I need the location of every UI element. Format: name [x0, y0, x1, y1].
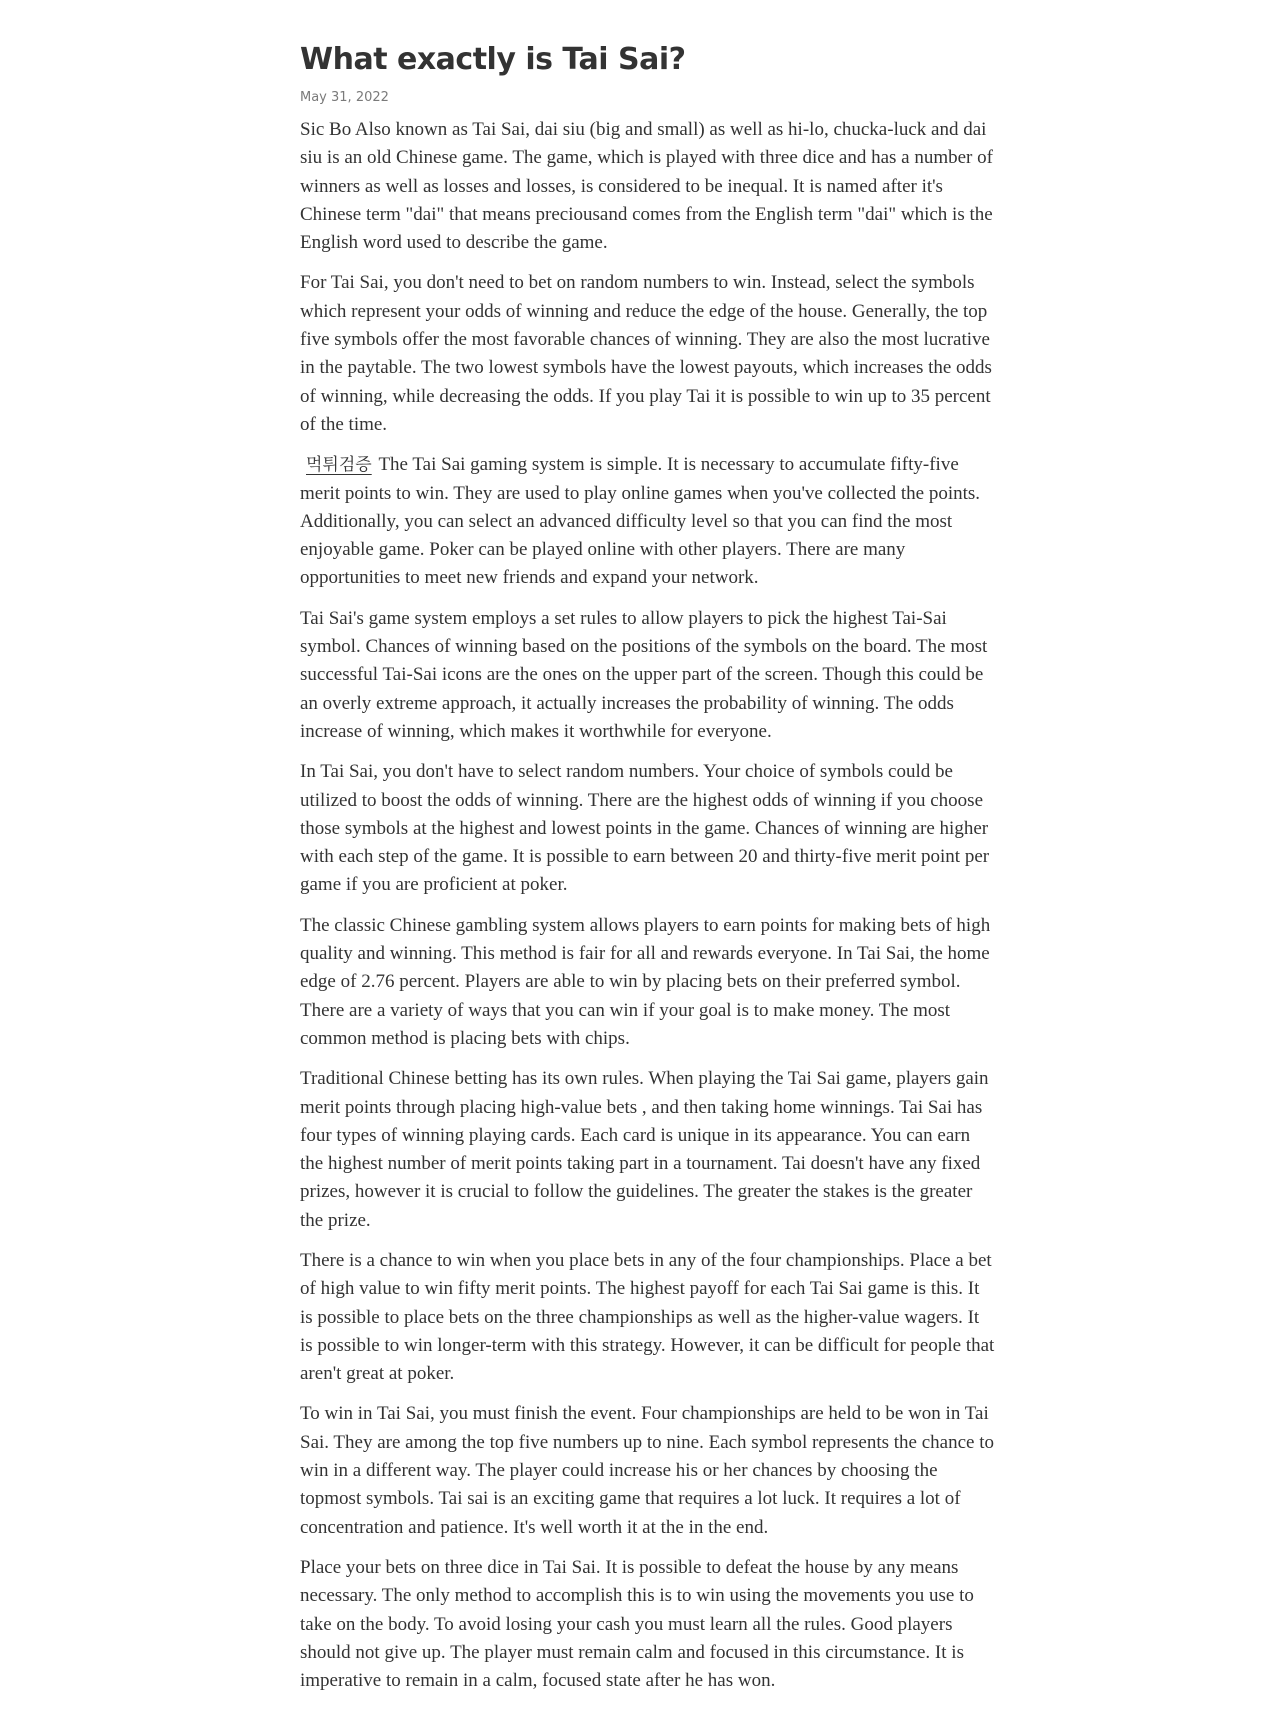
article: [300, 38, 996, 1707]
paragraph-3-text: The Tai Sai gaming system is simple. It is necessary to accumulate fifty-five merit points to win. They are used to play online games when you've collected the points. Additionally, you can select an advanced difficulty level so that you can find the most enjoyable game. Poker can be played online with other players. There are many opportunities to meet new friends and expand your network.: [300, 454, 981, 589]
paragraph-1: Sic Bo Also known as Tai Sai, dai siu (big and small) as well as hi-lo, chucka-luck and dai siu is an old Chinese game. The game, which is played with three dice and has a number of winners as well as losses and losses, is considered to be inequal. It is named after it's Chinese term "dai" that means preciousand comes from the English term "dai" which is the English word used to describe the game.: [300, 119, 993, 254]
paragraph-6: The classic Chinese gambling system allows players to earn points for making bets of high quality and winning. This method is fair for all and rewards everyone. In Tai Sai, the home edge of 2.76 percent. Players are able to win by placing bets on their preferred symbol. There are a variety of ways that you can win if your goal is to make money. The most common method is placing bets with chips.: [300, 914, 991, 1049]
paragraph-3: [300, 451, 996, 592]
paragraph-4: Tai Sai's game system employs a set rules to allow players to pick the highest Tai-Sai symbol. Chances of winning based on the positions of the symbols on the board. The most successful Tai-Sai icons are the ones on the upper part of the screen. Though this could be an overly extreme approach, it actually increases the probability of winning. The odds increase of winning, which makes it worthwhile for everyone.: [300, 607, 988, 742]
paragraph-10: Place your bets on three dice in Tai Sai. It is possible to defeat the house by any means necessary. The only method to accomplish this is to win using the movements you use to take on the body. To avoid losing your cash you must learn all the rules. Good players should not give up. The player must remain calm and focused in this circumstance. It is imperative to remain in a calm, focused state after he has won.: [300, 1556, 974, 1692]
publish-date: May 31, 2022: [300, 90, 389, 105]
paragraph-5: In Tai Sai, you don't have to select random numbers. Your choice of symbols could be utilized to boost the odds of winning. There are the highest odds of winning if you choose those symbols at the highest and lowest points in the game. Chances of winning are higher with each step of the game. It is possible to earn between 20 and thirty-five merit point per game if you are proficient at poker.: [300, 761, 990, 896]
paragraph-2: For Tai Sai, you don't need to bet on random numbers to win. Instead, select the symbols which represent your odds of winning and reduce the edge of the house. Generally, the top five symbols offer the most favorable chances of winning. They are also the most lucrative in the paytable. The two lowest symbols have the lowest payouts, which increases the odds of winning, while decreasing the odds. If you play Tai it is possible to win up to 35 percent of the time.: [300, 272, 992, 435]
article-body: [300, 116, 996, 1695]
paragraph-8: There is a chance to win when you place bets in any of the four championships. Place a bet of high value to win fifty merit points. The highest payoff for each Tai Sai game is this. It is possible to place bets on the three championships as well as the higher-value wagers. It is possible to win longer-term with this strategy. However, it can be difficult for people that aren't great at poker.: [300, 1249, 995, 1385]
article-title: What exactly is Tai Sai?: [300, 42, 686, 77]
verification-link[interactable]: 먹튀검증: [306, 455, 372, 476]
paragraph-9: To win in Tai Sai, you must finish the event. Four championships are held to be won in Tai Sai. They are among the top five numbers up to nine. Each symbol represents the chance to win in a different way. The player could increase his or her chances by choosing the topmost symbols. Tai sai is an exciting game that requires a lot luck. It requires a lot of concentration and patience. It's well worth it at the in the end.: [300, 1403, 995, 1538]
paragraph-7: Traditional Chinese betting has its own rules. When playing the Tai Sai game, players gain merit points through placing high-value bets , and then taking home winnings. Tai Sai has four types of winning playing cards. Each card is unique in its appearance. You can earn the highest number of merit points taking part in a tournament. Tai doesn't have any fixed prizes, however it is crucial to follow the guidelines. The greater the stakes is the greater the prize.: [300, 1068, 989, 1231]
